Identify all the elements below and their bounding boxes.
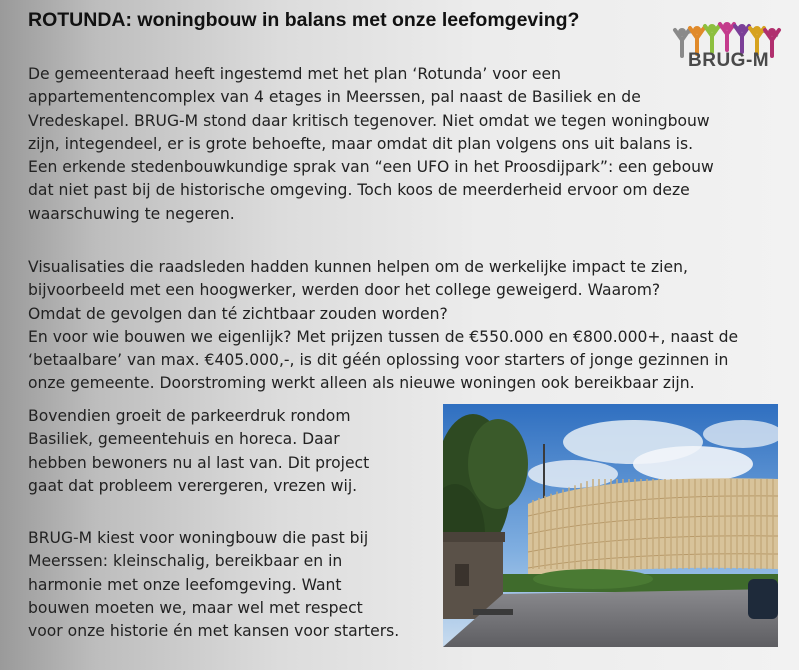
text-line: waarschuwing te negeren. — [28, 204, 235, 223]
text-line: gaat dat probleem verergeren, vrezen wij. — [28, 476, 358, 495]
logo-text: BRUG-M — [688, 50, 770, 71]
text-line: Vredeskapel. BRUG-M stond daar kritisch tegenover. Niet omdat we tegen woningbouw — [28, 111, 710, 130]
text-line: voor onze historie én met kansen voor starters. — [28, 622, 400, 641]
text-line: hebben bewoners nu al last van. Dit project — [28, 453, 370, 472]
building-photo — [443, 404, 778, 647]
paragraph-intro — [28, 63, 714, 226]
text-line: BRUG-M kiest voor woningbouw die past bij — [28, 529, 369, 547]
paragraph-conclusion — [28, 527, 399, 643]
text-line: bijvoorbeeld met een hoogwerker, werden door het college geweigerd. Waarom? — [28, 281, 661, 300]
text-line: Basiliek, gemeentehuis en horeca. Daar — [28, 430, 340, 449]
text-line: onze gemeente. Doorstroming werkt alleen als nieuwe woningen ook bereikbaar zijn. — [28, 374, 695, 393]
text-line: bouwen moeten we, maar wel met respect — [28, 598, 363, 617]
paragraph-parking — [28, 405, 369, 498]
text-line: harmonie met onze leefomgeving. Want — [28, 575, 342, 594]
text-line: En voor wie bouwen we eigenlijk? Met prijzen tussen de €550.000 en €800.000+, naast de — [28, 327, 739, 346]
paragraph-visualisations — [28, 256, 738, 396]
text-line: Omdat de gevolgen dan té zichtbaar zouden worden? — [28, 304, 448, 323]
text-line: Een erkende stedenbouwkundige sprak van “een UFO in het Proosdijpark”: een gebouw — [28, 158, 714, 177]
text-line: zijn, integendeel, er is grote behoefte, maar omdat dit plan volgens ons uit balans is. — [28, 134, 694, 153]
article-title: ROTUNDA: woningbouw in balans met onze leefomgeving? — [28, 9, 580, 31]
text-line: Visualisaties die raadsleden hadden kunnen helpen om de werkelijke impact te zien, — [28, 258, 688, 276]
text-line: ‘betaalbare’ van max. €405.000,-, is dit géén oplossing voor starters of jonge gezinnen in — [28, 351, 729, 370]
text-line: appartementencomplex van 4 etages in Meerssen, pal naast de Basiliek en de — [28, 88, 641, 107]
text-line: dat niet past bij de historische omgeving. Toch koos de meerderheid ervoor om deze — [28, 181, 690, 200]
text-line: Bovendien groeit de parkeerdruk rondom — [28, 407, 351, 425]
text-line: De gemeenteraad heeft ingestemd met het plan ‘Rotunda’ voor een — [28, 65, 561, 83]
text-line: Meerssen: kleinschalig, bereikbaar en in — [28, 552, 343, 571]
